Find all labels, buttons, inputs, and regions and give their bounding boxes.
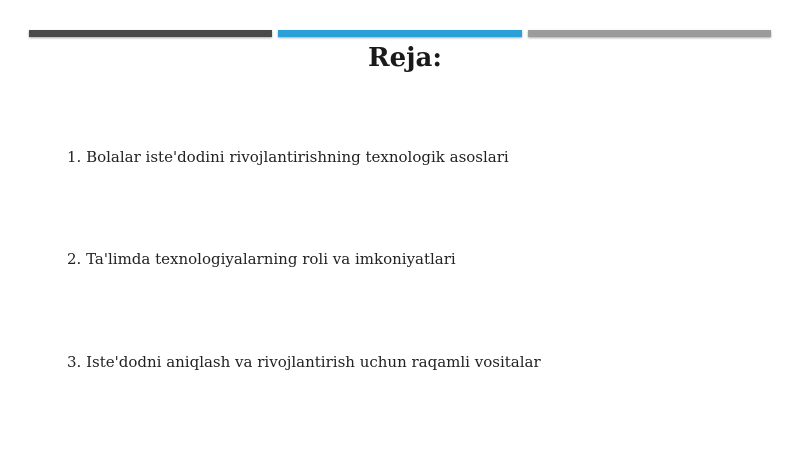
accent-bar-light-gray bbox=[528, 30, 771, 37]
plan-item-3: 3. Iste'dodni aniqlash va rivojlantirish uchun raqamli vositalar bbox=[67, 353, 541, 371]
plan-item-2: 2. Ta'limda texnologiyalarning roli va imkoniyatlari bbox=[67, 250, 456, 268]
slide-title: Reja: bbox=[367, 43, 442, 73]
plan-item-1: 1. Bolalar iste'dodini rivojlantirishning texnologik asoslari bbox=[67, 148, 509, 166]
accent-bar-blue bbox=[278, 30, 522, 37]
header-accent-bars bbox=[29, 30, 771, 38]
accent-bar-dark-gray bbox=[29, 30, 272, 37]
